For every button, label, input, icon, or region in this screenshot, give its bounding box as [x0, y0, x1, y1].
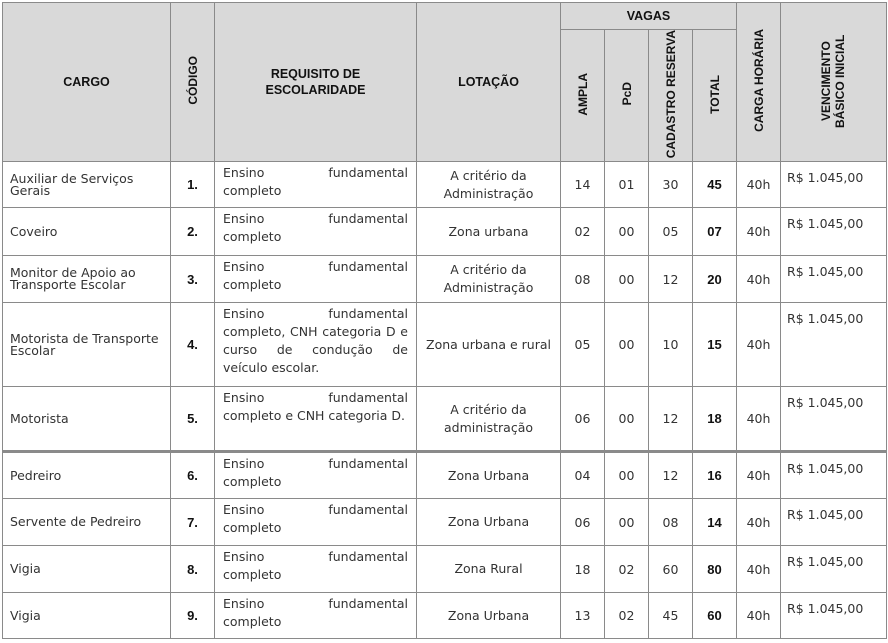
- carga-cell: 40h: [737, 162, 781, 208]
- cargo-cell: Motorista: [3, 387, 171, 452]
- codigo-cell: 8.: [171, 546, 215, 593]
- pcd-cell: 00: [605, 387, 649, 452]
- codigo-cell: 9.: [171, 593, 215, 639]
- cadastro-cell: 10: [649, 303, 693, 387]
- cargo-cell: Pedreiro: [3, 452, 171, 499]
- salario-cell: R$ 1.045,00: [781, 452, 887, 499]
- pcd-cell: 01: [605, 162, 649, 208]
- carga-cell: 40h: [737, 387, 781, 452]
- cadastro-cell: 05: [649, 208, 693, 256]
- header-cadastro-reserva: CADASTRO RESERVA: [649, 30, 693, 162]
- requisito-cell: Ensino fundamental completo: [215, 546, 417, 593]
- header-carga-horaria: CARGA HORÁRIA: [737, 3, 781, 162]
- salario-cell: R$ 1.045,00: [781, 499, 887, 546]
- cadastro-cell: 12: [649, 387, 693, 452]
- carga-cell: 40h: [737, 546, 781, 593]
- lotacao-cell: Zona Urbana: [417, 593, 561, 639]
- cadastro-cell: 12: [649, 452, 693, 499]
- ampla-cell: 14: [561, 162, 605, 208]
- requisito-cell: Ensino fundamental completo: [215, 499, 417, 546]
- lotacao-cell: A critério da Administração: [417, 162, 561, 208]
- header-ampla: AMPLA: [561, 30, 605, 162]
- ampla-cell: 05: [561, 303, 605, 387]
- table-row: [3, 162, 887, 208]
- pcd-cell: 00: [605, 256, 649, 303]
- cargo-cell: Monitor de Apoio ao Transporte Escolar: [3, 256, 171, 303]
- carga-cell: 40h: [737, 499, 781, 546]
- cadastro-cell: 30: [649, 162, 693, 208]
- header-cargo: CARGO: [3, 3, 171, 162]
- total-cell: 45: [693, 162, 737, 208]
- ampla-cell: 06: [561, 387, 605, 452]
- total-cell: 15: [693, 303, 737, 387]
- requisito-cell: Ensino fundamental completo e CNH categoria D.: [215, 387, 417, 452]
- codigo-cell: 5.: [171, 387, 215, 452]
- lotacao-cell: Zona urbana e rural: [417, 303, 561, 387]
- table-row: [3, 593, 887, 639]
- requisito-cell: Ensino fundamental completo: [215, 256, 417, 303]
- carga-cell: 40h: [737, 452, 781, 499]
- cargo-cell: Vigia: [3, 546, 171, 593]
- ampla-cell: 13: [561, 593, 605, 639]
- pcd-cell: 02: [605, 593, 649, 639]
- table-row: [3, 387, 887, 452]
- pcd-cell: 02: [605, 546, 649, 593]
- cadastro-cell: 45: [649, 593, 693, 639]
- header-row-1: [3, 3, 887, 30]
- table-row: [3, 208, 887, 256]
- ampla-cell: 08: [561, 256, 605, 303]
- header-lotacao: LOTAÇÃO: [417, 3, 561, 162]
- salario-cell: R$ 1.045,00: [781, 387, 887, 452]
- codigo-cell: 4.: [171, 303, 215, 387]
- requisito-cell: Ensino fundamental completo: [215, 162, 417, 208]
- pcd-cell: 00: [605, 303, 649, 387]
- codigo-cell: 2.: [171, 208, 215, 256]
- ampla-cell: 06: [561, 499, 605, 546]
- salario-cell: R$ 1.045,00: [781, 546, 887, 593]
- total-cell: 16: [693, 452, 737, 499]
- vagas-table: [2, 2, 887, 639]
- pcd-cell: 00: [605, 452, 649, 499]
- cargo-cell: Coveiro: [3, 208, 171, 256]
- header-vagas: VAGAS: [561, 3, 737, 30]
- salario-cell: R$ 1.045,00: [781, 593, 887, 639]
- carga-cell: 40h: [737, 208, 781, 256]
- table-row: [3, 499, 887, 546]
- ampla-cell: 02: [561, 208, 605, 256]
- cadastro-cell: 12: [649, 256, 693, 303]
- header-vencimento: VENCIMENTO BÁSICO INICIAL: [781, 3, 887, 162]
- lotacao-cell: A critério da Administração: [417, 256, 561, 303]
- ampla-cell: 18: [561, 546, 605, 593]
- lotacao-cell: Zona urbana: [417, 208, 561, 256]
- salario-cell: R$ 1.045,00: [781, 162, 887, 208]
- cargo-cell: Auxiliar de Serviços Gerais: [3, 162, 171, 208]
- total-cell: 80: [693, 546, 737, 593]
- lotacao-cell: Zona Urbana: [417, 499, 561, 546]
- cadastro-cell: 08: [649, 499, 693, 546]
- carga-cell: 40h: [737, 256, 781, 303]
- carga-cell: 40h: [737, 303, 781, 387]
- ampla-cell: 04: [561, 452, 605, 499]
- cargo-cell: Motorista de Transporte Escolar: [3, 303, 171, 387]
- codigo-cell: 6.: [171, 452, 215, 499]
- header-total: TOTAL: [693, 30, 737, 162]
- pcd-cell: 00: [605, 499, 649, 546]
- codigo-cell: 1.: [171, 162, 215, 208]
- header-requisito: REQUISITO DE ESCOLARIDADE: [215, 3, 417, 162]
- requisito-cell: Ensino fundamental completo, CNH categoria D e curso de condução de veículo escolar.: [215, 303, 417, 387]
- table-row: [3, 256, 887, 303]
- cargo-cell: Vigia: [3, 593, 171, 639]
- lotacao-cell: Zona Rural: [417, 546, 561, 593]
- cadastro-cell: 60: [649, 546, 693, 593]
- codigo-cell: 7.: [171, 499, 215, 546]
- total-cell: 18: [693, 387, 737, 452]
- requisito-cell: Ensino fundamental completo: [215, 208, 417, 256]
- total-cell: 07: [693, 208, 737, 256]
- salario-cell: R$ 1.045,00: [781, 303, 887, 387]
- table-row: [3, 452, 887, 499]
- lotacao-cell: A critério da administração: [417, 387, 561, 452]
- salario-cell: R$ 1.045,00: [781, 208, 887, 256]
- requisito-cell: Ensino fundamental completo: [215, 593, 417, 639]
- requisito-cell: Ensino fundamental completo: [215, 452, 417, 499]
- carga-cell: 40h: [737, 593, 781, 639]
- table-row: [3, 303, 887, 387]
- cargo-cell: Servente de Pedreiro: [3, 499, 171, 546]
- lotacao-cell: Zona Urbana: [417, 452, 561, 499]
- table-row: [3, 546, 887, 593]
- header-codigo: CÓDIGO: [171, 3, 215, 162]
- codigo-cell: 3.: [171, 256, 215, 303]
- total-cell: 14: [693, 499, 737, 546]
- total-cell: 60: [693, 593, 737, 639]
- total-cell: 20: [693, 256, 737, 303]
- pcd-cell: 00: [605, 208, 649, 256]
- salario-cell: R$ 1.045,00: [781, 256, 887, 303]
- header-pcd: PcD: [605, 30, 649, 162]
